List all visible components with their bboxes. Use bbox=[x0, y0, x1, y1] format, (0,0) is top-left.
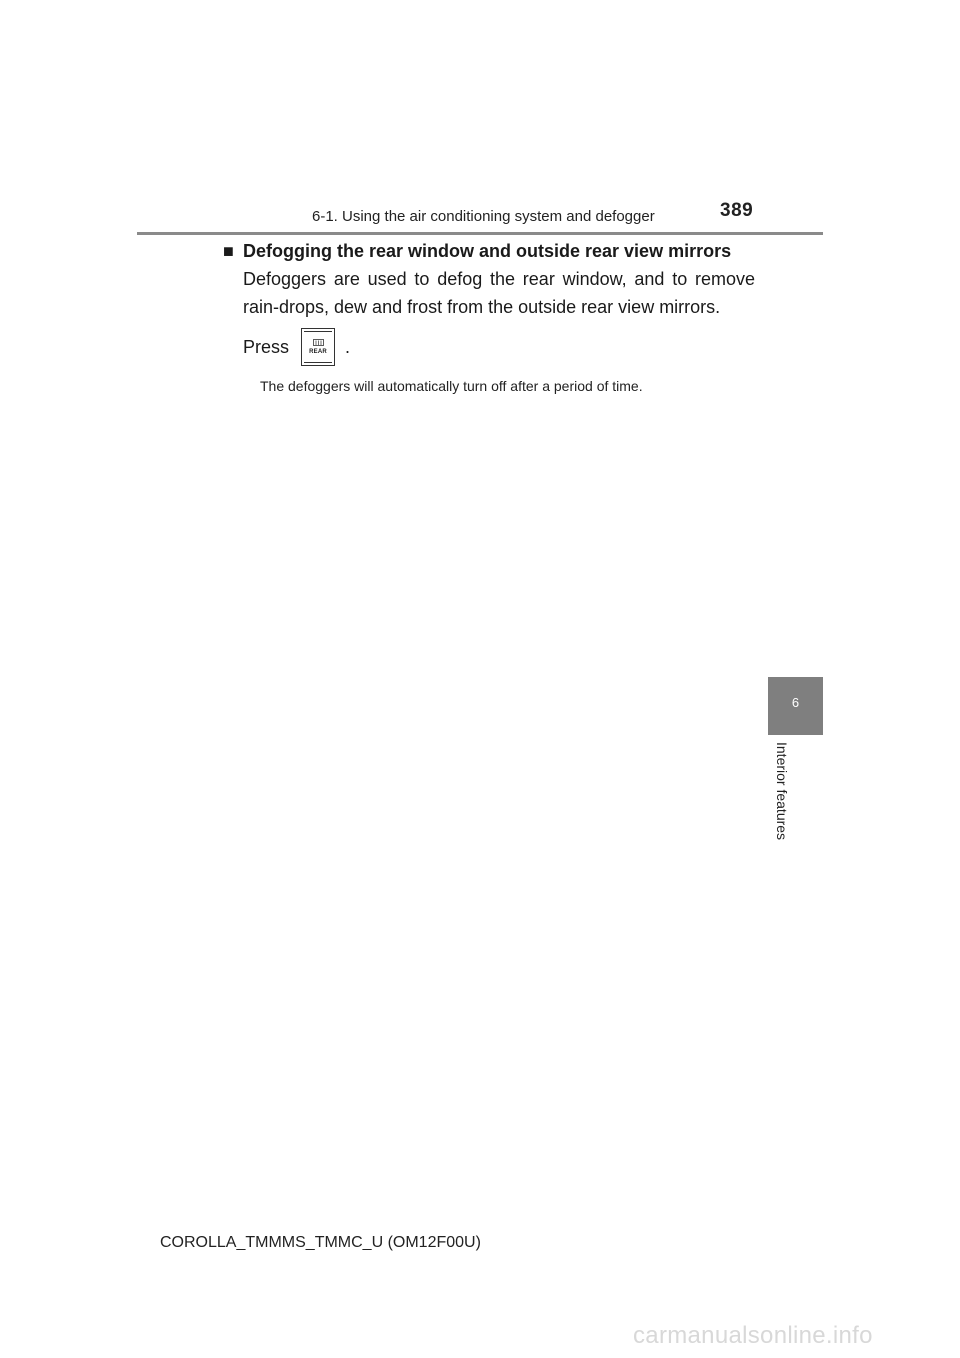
section-heading bbox=[223, 241, 731, 262]
running-header-section: 6-1. Using the air conditioning system and defogger bbox=[312, 208, 655, 225]
chapter-title: Interior features bbox=[774, 742, 790, 841]
section-note: The defoggers will automatically turn off after a period of time. bbox=[260, 378, 643, 394]
rear-defogger-button bbox=[301, 328, 335, 366]
page-number: 389 bbox=[720, 200, 754, 221]
rear-button-label: REAR bbox=[309, 349, 327, 355]
chapter-tab bbox=[768, 677, 823, 735]
header-divider bbox=[137, 232, 823, 235]
press-suffix: . bbox=[345, 336, 351, 357]
footer-document-id: COROLLA_TMMMS_TMMC_U (OM12F00U) bbox=[160, 1234, 481, 1251]
chapter-number: 6 bbox=[791, 695, 800, 710]
section-heading-text: Defogging the rear window and outside rear view mirrors bbox=[243, 241, 732, 261]
heading-bullet: ■ bbox=[223, 241, 234, 261]
section-body: Defoggers are used to defog the rear window, and to remove rain-drops, dew and frost from the outside rear view mirrors. bbox=[243, 269, 755, 317]
rear-defogger-icon bbox=[313, 339, 324, 346]
press-instruction bbox=[243, 327, 350, 367]
press-prefix: Press bbox=[243, 336, 290, 357]
watermark: carmanualsonline.info bbox=[633, 1322, 873, 1349]
